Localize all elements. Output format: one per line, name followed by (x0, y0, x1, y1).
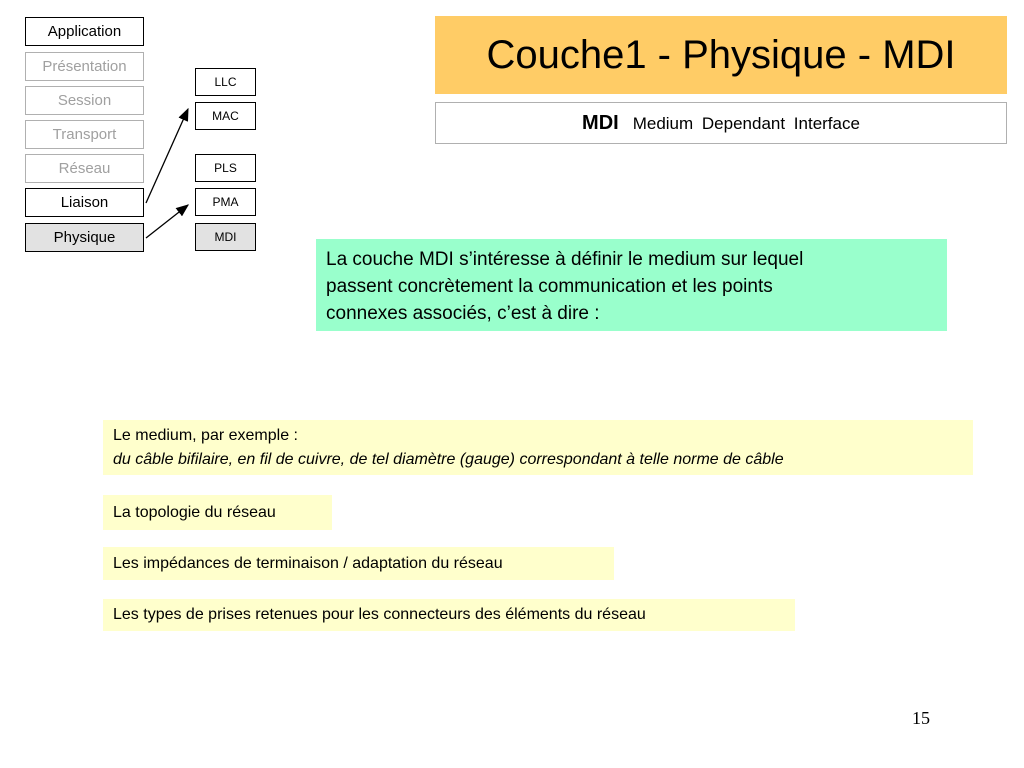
osi-layer-presentation: Présentation (25, 52, 144, 81)
sublayer-pls: PLS (195, 154, 256, 182)
page-number: 15 (912, 708, 930, 728)
item-impedance: Les impédances de terminaison / adaptation du réseau (103, 547, 614, 580)
item-medium-line2: du câble bifilaire, en fil de cuivre, de tel diamètre (gauge) correspondant à telle norme de câble (113, 451, 784, 468)
arrow-liaison-to-mac (146, 109, 188, 203)
intro-line: passent concrètement la communication et les points (326, 276, 773, 297)
item-topology: La topologie du réseau (103, 495, 332, 530)
osi-layer-session: Session (25, 86, 144, 115)
subtitle-full: Medium Dependant Interface (632, 114, 860, 133)
osi-layer-application: Application (25, 17, 144, 46)
osi-layer-physique: Physique (25, 223, 144, 252)
osi-layer-liaison: Liaison (25, 188, 144, 217)
intro-text-box (316, 239, 947, 331)
subtitle-box (435, 102, 1007, 144)
osi-layer-reseau: Réseau (25, 154, 144, 183)
subtitle-abbr: MDI (582, 112, 619, 134)
item-medium-line1: Le medium, par exemple : (113, 427, 298, 444)
intro-line: La couche MDI s’intéresse à définir le medium sur lequel (326, 249, 804, 270)
sublayer-llc: LLC (195, 68, 256, 96)
slide-title: Couche1 - Physique - MDI (435, 16, 1007, 94)
arrow-physique-to-pma (146, 205, 188, 238)
item-connectors: Les types de prises retenues pour les connecteurs des éléments du réseau (103, 599, 795, 631)
sublayer-mdi: MDI (195, 223, 256, 251)
intro-line: connexes associés, c’est à dire : (326, 303, 600, 324)
sublayer-pma: PMA (195, 188, 256, 216)
osi-layer-transport: Transport (25, 120, 144, 149)
sublayer-mac: MAC (195, 102, 256, 130)
item-medium (103, 420, 973, 475)
